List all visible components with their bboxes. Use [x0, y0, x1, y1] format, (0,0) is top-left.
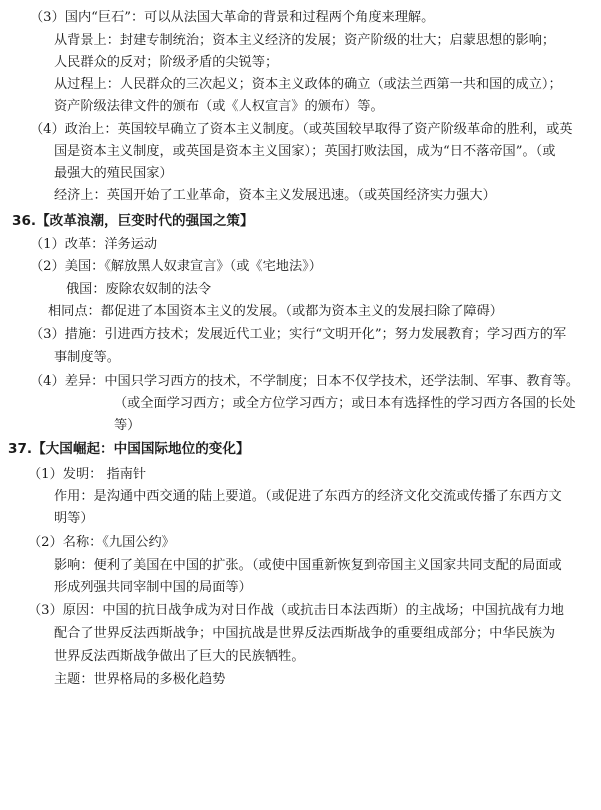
q37-answer-3-line3: 世界反法西斯战争做出了巨大的民族牺牲。	[54, 649, 305, 664]
q35-4-economy: 经济上：英国开始了工业革命，资本主义发展迅速。（或英国经济实力强大）	[54, 188, 496, 203]
q37-heading: 37.【大国崛起：中国国际地位的变化】	[8, 441, 250, 457]
q36-answer-4-line3: 等）	[114, 418, 141, 433]
q37-answer-3-theme: 主题：世界格局的多极化趋势	[54, 672, 226, 687]
q37-answer-2-impact-line2: 形成列强共同宰制中国的局面等）	[54, 580, 252, 595]
q37-answer-3-line2: 配合了世界反法西斯战争；中国抗战是世界反法西斯战争的重要组成部分；中华民族为	[54, 626, 556, 641]
q35-4-politics-line1: （4）政治上：英国较早确立了资本主义制度。（或英国较早取得了资产阶级革命的胜利，或英	[30, 122, 573, 137]
q36-answer-1: （1）改革：洋务运动	[30, 237, 158, 252]
q35-4-politics-line2: 国是资本主义制度，或英国是资本主义国家）；英国打败法国，成为“日不落帝国”。（或	[54, 144, 556, 159]
q37-answer-3-line1: （3）原因：中国的抗日战争成为对日作战（或抗击日本法西斯）的主战场；中国抗战有力地	[28, 603, 564, 618]
q36-answer-2: （2）美国：《解放黑人奴隶宣言》（或《宅地法》）	[30, 259, 322, 274]
q37-answer-2: （2）名称：《九国公约》	[28, 535, 175, 550]
q35-3-background-line1: 从背景上：封建专制统治；资本主义经济的发展；资产阶级的壮大；启蒙思想的影响；	[54, 33, 556, 48]
q36-answer-2-russia: 俄国：废除农奴制的法令	[66, 282, 212, 297]
q36-heading: 36.【改革浪潮，巨变时代的强国之策】	[12, 213, 254, 229]
q35-3-intro: （3）国内“巨石”：可以从法国大革命的背景和过程两个角度来理解。	[30, 10, 435, 25]
q36-answer-4-line2: （或全面学习西方；或全方位学习西方；或日本有选择性的学习西方各国的长处	[114, 396, 576, 411]
q36-answer-2-common: 相同点：都促进了本国资本主义的发展。（或都为资本主义的发展扫除了障碍）	[48, 304, 503, 319]
q35-3-background-line2: 人民群众的反对；阶级矛盾的尖锐等；	[54, 55, 279, 70]
q36-answer-3-line2: 事制度等。	[54, 350, 120, 365]
q37-answer-2-impact-line1: 影响：便利了美国在中国的扩张。（或使中国重新恢复到帝国主义国家共同支配的局面或	[54, 558, 562, 573]
q36-answer-4-line1: （4）差异：中国只学习西方的技术，不学制度；日本不仅学技术，还学法制、军事、教育等。	[30, 374, 580, 389]
q35-3-process-line2: 资产阶级法律文件的颁布（或《人权宣言》的颁布）等。	[54, 99, 384, 114]
q37-answer-1-effect-line1: 作用：是沟通中西交通的陆上要道。（或促进了东西方的经济文化交流或传播了东西方文	[54, 489, 562, 504]
q35-4-politics-line3: 最强大的殖民国家）	[54, 166, 173, 181]
q37-answer-1-effect-line2: 明等）	[54, 511, 94, 526]
q35-3-process-line1: 从过程上：人民群众的三次起义；资本主义政体的确立（或法兰西第一共和国的成立）；	[54, 77, 562, 92]
q37-answer-1: （1）发明： 指南针	[28, 467, 147, 482]
q36-answer-3-line1: （3）措施：引进西方技术；发展近代工业；实行“文明开化”；努力发展教育；学习西方的军	[30, 327, 567, 342]
